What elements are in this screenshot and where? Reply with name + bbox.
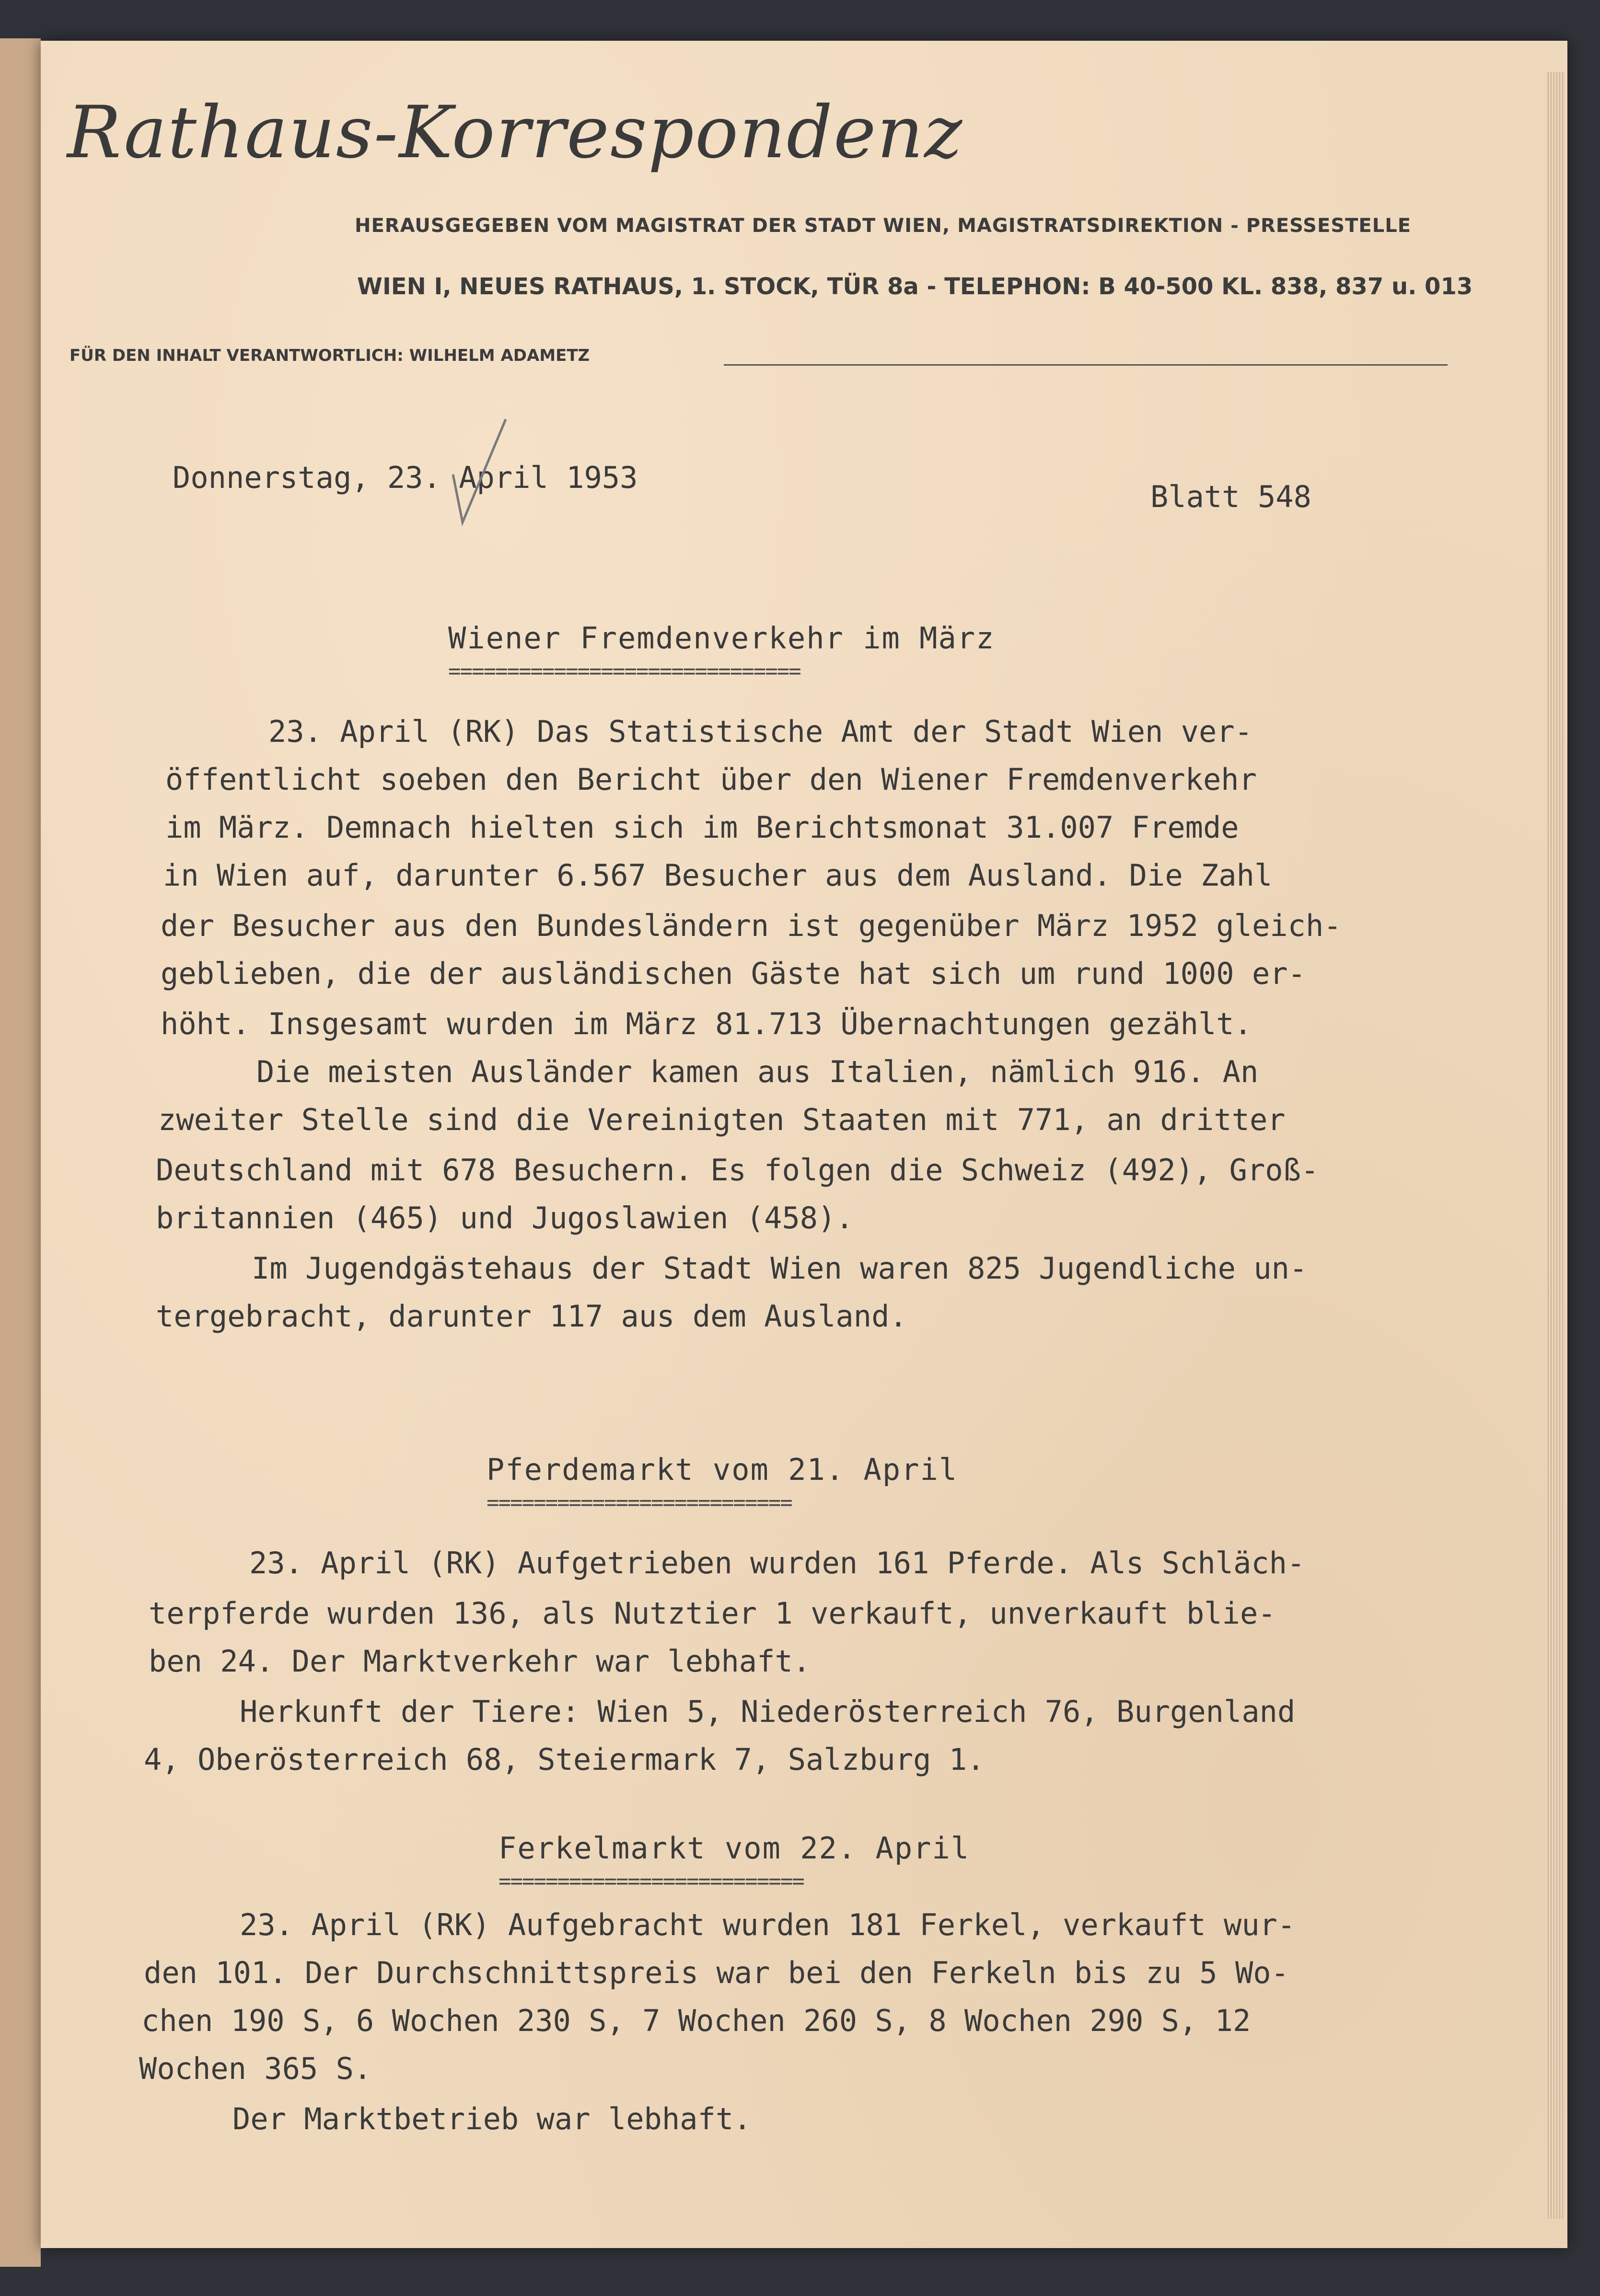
article-heading: Ferkelmarkt vom 22. April — [499, 1831, 970, 1866]
text-line: 23. April (RK) Das Statistische Amt der Stadt Wien ver- — [268, 714, 1252, 749]
check-mark-icon — [451, 417, 508, 527]
text-line: Die meisten Ausländer kamen aus Italien, nämlich 916. An — [256, 1054, 1259, 1089]
text-line: 4, Oberösterreich 68, Steiermark 7, Salzburg 1. — [144, 1742, 985, 1777]
heading-underline: ========================== — [499, 1869, 804, 1893]
text-line: geblieben, die der ausländischen Gäste hat sich um rund 1000 er- — [161, 956, 1306, 991]
masthead-address: WIEN I, NEUES RATHAUS, 1. STOCK, TÜR 8a - TELEPHON: B 40-500 KL. 838, 837 u. 013 — [357, 273, 1473, 300]
page-stack-edge — [1546, 72, 1565, 2219]
heading-underline: ========================== — [487, 1490, 792, 1515]
text-line: 23. April (RK) Aufgetrieben wurden 161 Pferde. Als Schläch- — [249, 1546, 1305, 1581]
text-line: im März. Demnach hielten sich im Berichtsmonat 31.007 Fremde — [165, 810, 1239, 845]
masthead-publisher: HERAUSGEGEBEN VOM MAGISTRAT DER STADT WIEN, MAGISTRATSDIREKTION - PRESSESTELLE — [355, 215, 1412, 237]
masthead-responsible: FÜR DEN INHALT VERANTWORTLICH: WILHELM ADAMETZ — [70, 346, 590, 365]
text-line: Herkunft der Tiere: Wien 5, Niederösterreich 76, Burgenland — [240, 1694, 1296, 1729]
text-line: britannien (465) und Jugoslawien (458). — [156, 1200, 854, 1235]
masthead-rule — [724, 364, 1448, 366]
text-line: 23. April (RK) Aufgebracht wurden 181 Ferkel, verkauft wur- — [240, 1907, 1296, 1942]
text-line: tergebracht, darunter 117 aus dem Ausland. — [156, 1299, 907, 1334]
heading-underline: ============================== — [448, 659, 800, 683]
issue-date: Donnerstag, 23. April 1953 — [173, 460, 638, 495]
text-line: Deutschland mit 678 Besuchern. Es folgen die Schweiz (492), Groß- — [156, 1153, 1319, 1188]
text-line: Wochen 365 S. — [139, 2051, 372, 2086]
text-line: höht. Insgesamt wurden im März 81.713 Übernachtungen gezählt. — [161, 1006, 1252, 1041]
article-heading: Wiener Fremdenverkehr im März — [448, 621, 995, 656]
adjacent-page-edge — [0, 38, 41, 2267]
text-line: den 101. Der Durchschnittspreis war bei den Ferkeln bis zu 5 Wo- — [144, 1955, 1289, 1990]
masthead-title: Rathaus-Korrespondenz — [67, 91, 963, 174]
text-line: in Wien auf, darunter 6.567 Besucher aus dem Ausland. Die Zahl — [163, 858, 1273, 893]
text-line: Der Marktbetrieb war lebhaft. — [232, 2101, 752, 2136]
article-heading: Pferdemarkt vom 21. April — [487, 1452, 958, 1487]
text-line: terpferde wurden 136, als Nutztier 1 verkauft, unverkauft blie- — [149, 1596, 1276, 1631]
text-line: chen 190 S, 6 Wochen 230 S, 7 Wochen 260 S, 8 Wochen 290 S, 12 — [141, 2003, 1251, 2038]
text-line: öffentlicht soeben den Bericht über den Wiener Fremdenverkehr — [165, 762, 1257, 797]
text-line: ben 24. Der Marktverkehr war lebhaft. — [149, 1644, 811, 1679]
text-line: Im Jugendgästehaus der Stadt Wien waren 825 Jugendliche un- — [252, 1251, 1308, 1286]
text-line: zweiter Stelle sind die Vereinigten Staaten mit 771, an dritter — [158, 1102, 1286, 1137]
sheet-number: Blatt 548 — [1150, 479, 1311, 514]
text-line: der Besucher aus den Bundesländern ist gegenüber März 1952 gleich- — [161, 908, 1342, 943]
